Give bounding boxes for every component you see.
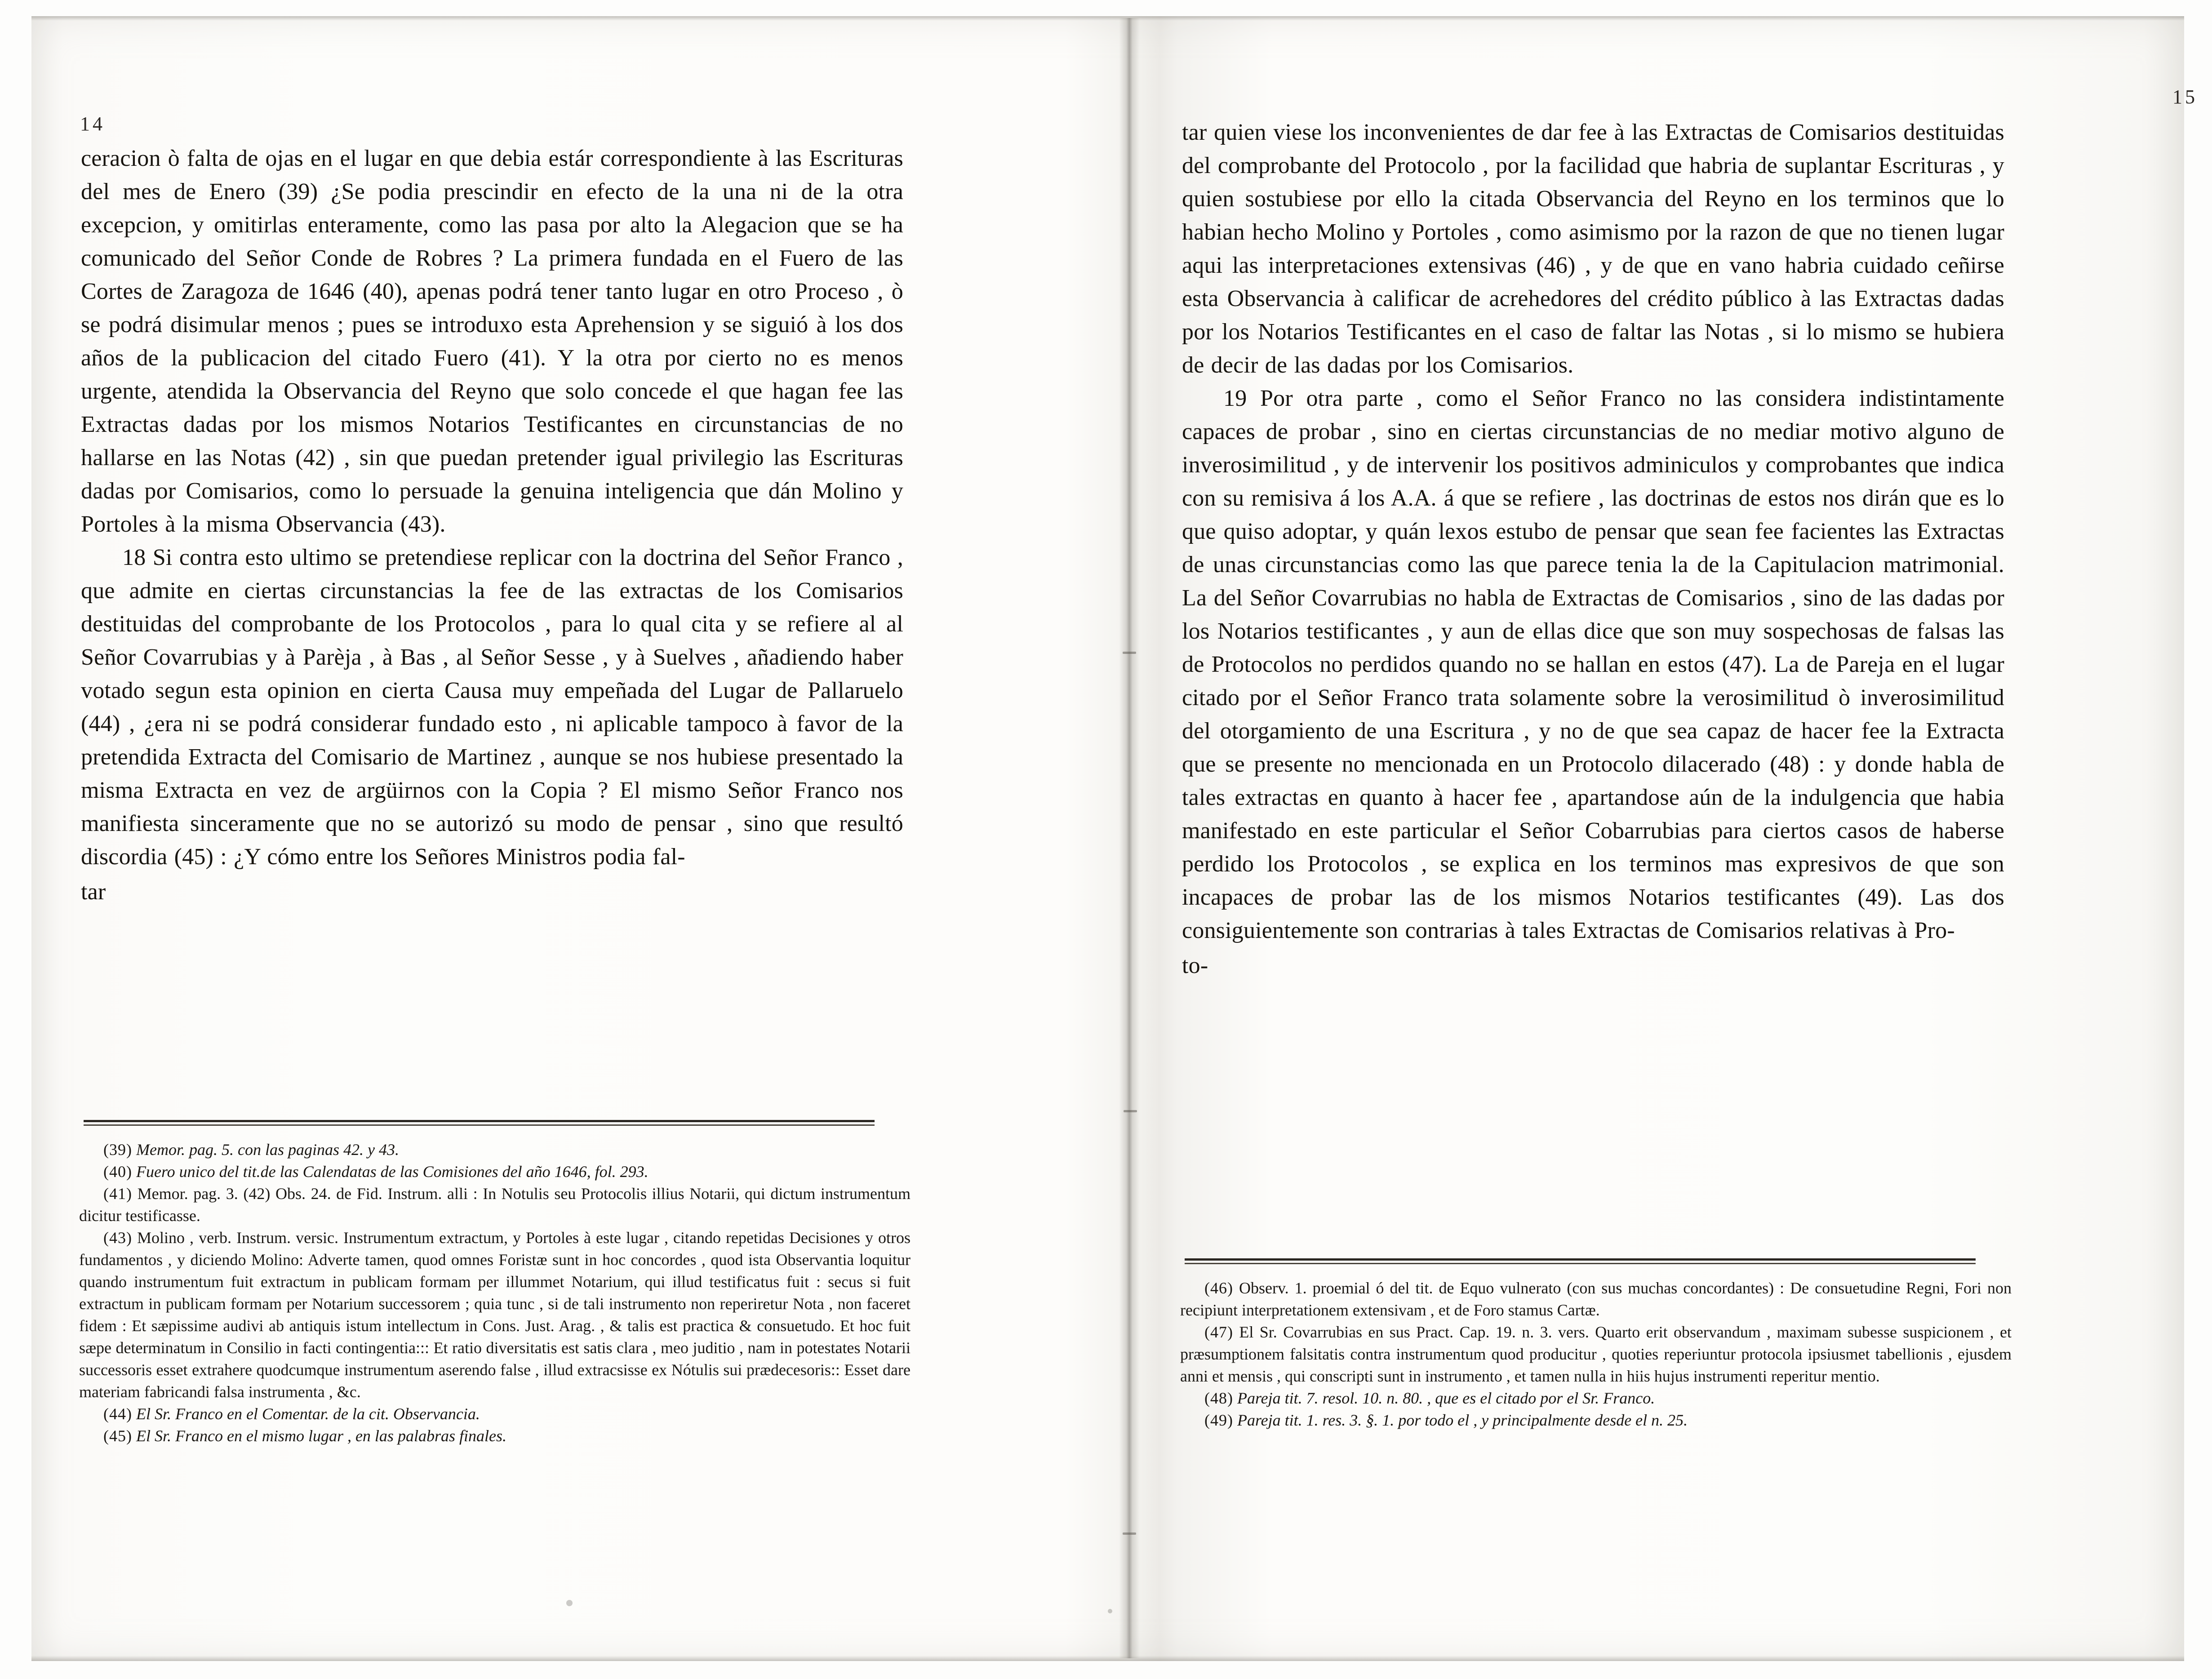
footnote-text: Molino , verb. Instrum. versic. Instrumentum extractum, y Portoles à este lugar , citando repetidas Decisiones y otros fundamentos , y diciendo Molino: Adverte tamen, quod omnes Foristæ sunt in hoc concordes , quod ista Observantia loquitur quando instrumentum fuit extractum in publicam formam per illummet Notarium, qui illud testificatus fuit : secus si fuit extractum in publicam formam per Notarium successorem ; quia tunc , si de tali instrumento non reperiretur Nota , non faceret fidem : Et sæpissime audivi ab antiquis istum intellectum in Cons. Just. Arag. , & talis est practica & consuetudo. Et hoc fuit sæpe determinatum in Consilio in facti contingentia::: Et ratio diversitatis est satis clara , meo juditio , nam in potestates Notarii successoris esset extrahere quodcumque instrumentum aserendo false , illud extracsisse ex Nótulis sui prædecesoris:: Esset dare materiam fabricandi falsa instrumenta , &c.: [79, 1229, 911, 1401]
gutter-tick: [1124, 1110, 1137, 1112]
footnote-40: [79, 1161, 911, 1183]
right-page: [1168, 0, 2212, 1679]
footnote-text: Memor. pag. 5. con las paginas 42. y 43.: [136, 1141, 399, 1159]
footnote-text: Pareja tit. 1. res. 3. §. 1. por todo el , y principalmente desde el n. 25.: [1237, 1411, 1688, 1429]
footnote-41: [79, 1183, 911, 1227]
paragraph: ceracion ò falta de ojas en el lugar en que debia estár correspondiente à las Escrituras del mes de Enero (39) ¿Se podia prescindir en efecto de la una ni de la otra excepcion, y omitirlas enteramente, como las pasa por alto la Alegacion que se ha comunicado del Señor Conde de Robres ? La primera fundada en el Fuero de las Cortes de Zaragoza de 1646 (40), apenas podrá tener tanto lugar en otro Proceso , ò se podrá disimular menos ; pues se introduxo esta Aprehension y se siguió à los dos años de la publicacion del citado Fuero (41). Y la otra por cierto no es menos urgente, atendida la Observancia del Reyno que solo concede el que hagan fee las Extractas dadas por los mismos Notarios Testificantes en circunstancias de no hallarse en las Notas (42) , sin que puedan pretender igual privilegio las Escrituras dadas por Comisarios, como lo persuade la genuina inteligencia que dán Molino y Portoles à la misma Observancia (43).: [81, 146, 903, 537]
footnote-number: (40): [103, 1163, 132, 1181]
page-number-left: 14: [80, 113, 105, 135]
paragraph-18: 18 Si contra esto ultimo se pretendiese replicar con la doctrina del Señor Franco , que admite en ciertas circunstancias la fee de las extractas de los Comisarios destituidas del comprobante de los Protocolos , para lo qual cita y se refiere al al Señor Covarrubias y à Parèja , à Bas , al Señor Sesse , y à Suelves , añadiendo haber votado segun esta opinion en cierta Causa muy empeñada del Lugar de Pallaruelo (44) , ¿era ni se podrá considerar fundado esto , ni aplicable tampoco à favor de la pretendida Extracta del Comisario de Martinez , aunque se nos hubiese presentado la misma Extracta en vez de argüirnos con la Copia ? El mismo Señor Franco nos manifiesta sinceramente que no se autorizó su modo de pensar , sino que resultó discordia (45) : ¿Y cómo entre los Señores Ministros podia fal-: [81, 545, 903, 870]
footnote-48: [1180, 1387, 2012, 1409]
footnote-text: Observ. 1. proemial ó del tit. de Equo vulnerato (con sus muchas concordantes) : De consuetudine Regni, Fori non recipiunt interpretationem extensivam , et de Foro stamus Cartæ.: [1180, 1279, 2012, 1319]
footnote-46: [1180, 1277, 2012, 1321]
footnote-number: (48): [1204, 1389, 1233, 1407]
footnote-text: El Sr. Covarrubias en sus Pract. Cap. 19. n. 3. vers. Quarto erit observandum , maximam subesse suspicionem , et præsumptionem falsitatis contra instrumentum quod producitur , quoties reperiuntur protocola ipsiusmet tabellionis , ejusdem anni et mensis , qui conscripti sunt in instrumento , et tamen nulla in hiis hujus instrumenti reperitur mentio.: [1180, 1323, 2012, 1385]
footnote-rule-left: [84, 1120, 875, 1126]
page-number-right: 15: [2172, 86, 2198, 108]
gutter-tick: [1123, 1532, 1136, 1535]
footnote-49: [1180, 1409, 2012, 1431]
footnote-number: (39): [103, 1141, 132, 1159]
footnote-44: [79, 1403, 911, 1425]
footnote-text: El Sr. Franco en el Comentar. de la cit. Observancia.: [136, 1405, 480, 1423]
footnote-number: (45): [103, 1427, 132, 1445]
footnote-rule-right: [1185, 1258, 1976, 1264]
footnote-text: Fuero unico del tit.de las Calendatas de las Comisiones del año 1646, fol. 293.: [136, 1163, 648, 1181]
catchword-right: to-: [1182, 953, 1208, 978]
footnote-text: Pareja tit. 7. resol. 10. n. 80. , que es el citado por el Sr. Franco.: [1237, 1389, 1655, 1407]
left-page-body-text: [81, 142, 903, 909]
left-page: [67, 0, 1115, 1679]
right-page-body-text: [1182, 116, 2004, 982]
footnote-number: (43): [103, 1229, 132, 1247]
footnote-number: (41): [103, 1185, 132, 1203]
footnote-39: [79, 1139, 911, 1161]
footnote-number: (46): [1204, 1279, 1233, 1297]
paragraph-19: 19 Por otra parte , como el Señor Franco no las considera indistintamente capaces de probar , sino en ciertas circunstancias de no mediar motivo alguno de inverosimilitud , y de intervenir los positivos adminiculos y comprobantes que indica con su remisiva á los A.A. á que se refiere , las doctrinas de estos nos dirán que es lo que quiso adoptar, y quán lexos estubo de pensar que sean fee facientes las Extractas de unas circunstancias como las que parece tenia la de la Capitulacion matrimonial. La del Señor Covarrubias no habla de Extractas de Comisarios , sino de las dadas por los Notarios testificantes , y aun de ellas dice que son muy sospechosas de falsas las de Protocolos no perdidos quando no se hallan en estos (47). La de Pareja en el lugar citado por el Señor Franco trata solamente sobre la verosimilitud ò inverosimilitud del otorgamiento de una Escritura , y no de que sea capaz de hacer fee la Extracta que se presente no mencionada en un Protocolo dilacerado (48) : y donde habla de tales extractas en quanto à hacer fee , apartandose aún de la indulgencia que habia manifestado en este particular el Señor Cobarrubias para ciertos casos de haberse perdido los Protocolos , se explica en los terminos mas expresivos de que son incapaces de probar las de los mismos Notarios testificantes (49). Las dos consiguientemente son contrarias à tales Extractas de Comisarios relativas à Pro-: [1182, 386, 2004, 943]
left-page-footnotes: [79, 1139, 911, 1447]
footnote-number: (44): [103, 1405, 132, 1423]
footnote-text: El Sr. Franco en el mismo lugar , en las palabras finales.: [136, 1427, 506, 1445]
footnote-45: [79, 1425, 911, 1447]
paragraph: tar quien viese los inconvenientes de dar fee à las Extractas de Comisarios destituidas del comprobante del Protocolo , por la facilidad que habria de suplantar Escrituras , y quien sostubiese por ello la citada Observancia del Reyno en los terminos que lo habian hecho Molino y Portoles , como asimismo por la razon de que no tienen lugar aqui las interpretaciones extensivas (46) , y de que en vano habria cuidado ceñirse esta Observancia à calificar de acrehedores del crédito público à las Extractas dadas por los Notarios Testificantes en el caso de faltar las Notas , si lo mismo se hubiera de decir de las dadas por los Comisarios.: [1182, 120, 2004, 378]
footnote-number: (47): [1204, 1323, 1233, 1341]
footnote-text: Memor. pag. 3. (42) Obs. 24. de Fid. Instrum. alli : In Notulis seu Protocolis illius Notarii, qui dictum instrumentum dicitur testificasse.: [79, 1185, 911, 1225]
right-page-footnotes: [1180, 1277, 2012, 1431]
catchword-left: tar: [81, 879, 106, 905]
gutter-tick: [1123, 652, 1136, 654]
footnote-43: [79, 1227, 911, 1403]
footnote-number: (49): [1204, 1411, 1233, 1429]
footnote-47: [1180, 1321, 2012, 1387]
